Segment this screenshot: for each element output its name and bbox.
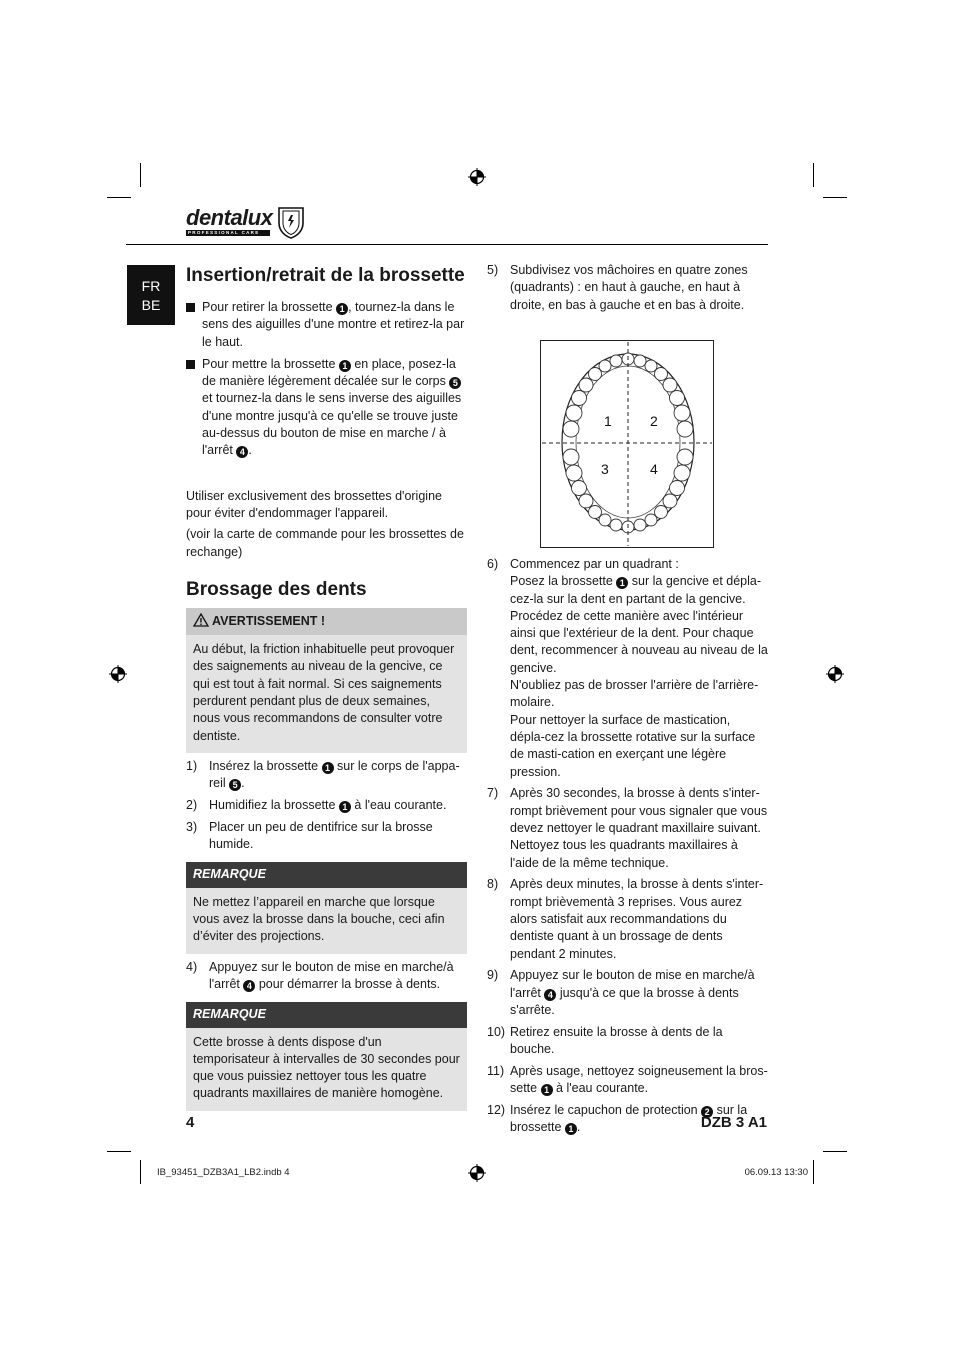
language-fr: FR	[141, 278, 161, 294]
quadrant-label: 4	[650, 461, 658, 477]
step-item: 11) Après usage, nettoyez soigneusement la bros-sette 1 à l'eau courante.	[487, 1063, 768, 1096]
warning-title: AVERTISSEMENT !	[212, 613, 325, 628]
callout-badge: 1	[339, 801, 351, 813]
callout-badge: 4	[236, 446, 248, 458]
step-item: 10) Retirez ensuite la brosse à dents de la bouche.	[487, 1024, 723, 1057]
registration-mark-icon	[467, 167, 487, 187]
step-item: 6) Commencez par un quadrant : Posez la brossette 1 sur la gencive et dépla-cez-la sur la dent en partant de la gencive. Procédez de cette manière avec l'intérieur ainsi que l'extérieur de la dent. Pour chaque dent, recommencer à nouveau au niveau de la gencive. N'oubliez pas de brosser l'arrière de l'arrière-molaire. Pour nettoyer la surface de mastication, dépla-cez la brossette rotative sur la surface de masti-cation en exerçant une légère pression.	[487, 557, 768, 779]
step-item: 3) Placer un peu de dentifrice sur la brosse humide.	[186, 819, 433, 852]
note-body: Cette brosse à dents dispose d'un temporisateur à intervalles de 30 secondes pour que vous puissiez nettoyer tous les quatre quadrants maxillaires de manière homogène.	[186, 1028, 467, 1111]
jaw-quadrant-diagram	[540, 340, 714, 548]
callout-badge: 4	[544, 989, 556, 1001]
step-item: 7) Après 30 secondes, la brosse à dents s'inter-rompt brièvement pour vous signaler que vous devez nettoyer le quadrant maxillaire suivant. Nettoyez tous les quadrants maxillaires à l'aide de la même technique.	[487, 786, 768, 870]
callout-badge: 1	[336, 303, 348, 315]
crop-mark	[107, 1151, 131, 1152]
section-title-brushing: Brossage des dents	[186, 578, 367, 600]
callout-badge: 5	[449, 377, 461, 389]
date-slug: 06.09.13 13:30	[744, 1167, 808, 1178]
callout-badge: 5	[229, 779, 241, 791]
warning-triangle-icon	[193, 613, 209, 627]
step-item: 9) Appuyez sur le bouton de mise en marche/à l'arrêt 4 jusqu'à ce que la brosse à dents s'arrête.	[487, 968, 755, 1017]
section-title-insertion: Insertion/retrait de la brossette	[186, 265, 465, 286]
step-item: 4) Appuyez sur le bouton de mise en marche/à l'arrêt 4 pour démarrer la brosse à dents.	[186, 959, 454, 991]
step-item: 12) Insérez le capuchon de protection 2 sur la brossette 1 .	[487, 1102, 748, 1135]
callout-badge: 1	[565, 1123, 577, 1135]
callout-badge: 4	[243, 980, 255, 992]
header-rule	[126, 244, 768, 245]
paragraph-spare-brushes: (voir la carte de commande pour les brossettes de rechange)	[186, 527, 464, 559]
language-tab	[127, 265, 175, 325]
note-body: Ne mettez l’appareil en marche que lorsque vous avez la brosse dans la bouche, ceci afin d’éviter des projections.	[186, 888, 467, 954]
crop-mark	[823, 197, 847, 198]
step-item: 1) Insérez la brossette 1 sur le corps de l'appa-reil 5 .	[186, 758, 460, 791]
file-slug: IB_93451_DZB3A1_LB2.indb 4	[157, 1167, 290, 1178]
note-header: REMARQUE	[186, 1002, 467, 1027]
crop-mark	[823, 1151, 847, 1152]
warning-header	[186, 608, 467, 635]
brand-logo	[186, 207, 272, 236]
paragraph-original-brushes: Utiliser exclusivement des brossettes d'origine pour éviter d'endommager l'appareil.	[186, 488, 442, 520]
callout-badge: 2	[701, 1106, 713, 1118]
crop-mark	[140, 163, 141, 187]
bullet-square-icon	[186, 360, 195, 369]
note-box	[186, 1002, 467, 1110]
callout-badge: 1	[616, 577, 628, 589]
bullet-item: Pour mettre la brossette 1 en place, posez-la de manière légèrement décalée sur le corps 5 et tournez-la dans le sens inverse des aiguilles d'une montre jusqu'à ce qu'elle se trouve juste au-dessus du bouton de mise en marche / à l'arrêt 4 .	[186, 356, 467, 460]
right-column	[487, 262, 768, 318]
callout-badge: 1	[322, 762, 334, 774]
quadrant-label: 2	[650, 413, 658, 429]
bullet-item: Pour retirer la brossette 1 , tournez-la dans le sens des aiguilles d'une montre et retirez-la par le haut.	[186, 299, 467, 351]
crop-mark	[107, 197, 131, 198]
registration-mark-icon	[825, 664, 845, 684]
registration-mark-icon	[467, 1163, 487, 1183]
step-item: 5) Subdivisez vos mâchoires en quatre zones (quadrants) : en haut à gauche, en haut à droite, en bas à gauche et en bas à droite.	[487, 263, 748, 312]
language-be: BE	[141, 297, 161, 313]
left-column	[186, 264, 467, 1111]
crop-mark	[813, 1160, 814, 1184]
note-box	[186, 862, 467, 953]
registration-mark-icon	[108, 664, 128, 684]
callout-badge: 1	[541, 1084, 553, 1096]
warning-body: Au début, la friction inhabituelle peut provoquer des saignements au niveau de la gencive, ce qui est tout à fait normal. Si ces saignements perdurent pendant plus de deux semaines, nous vous recommandons de consulter votre dentiste.	[186, 635, 467, 753]
model-number: DZB 3 A1	[700, 1114, 767, 1131]
crop-mark	[140, 1160, 141, 1184]
callout-badge: 1	[339, 360, 351, 372]
page-number: 4	[186, 1114, 195, 1131]
brand-subtitle: PROFESSIONAL CARE	[186, 230, 270, 236]
quadrant-label: 3	[601, 461, 609, 477]
shield-emblem-icon	[276, 206, 306, 240]
right-column-steps	[487, 556, 768, 1141]
quadrant-label: 1	[604, 413, 612, 429]
note-header: REMARQUE	[186, 862, 467, 887]
crop-mark	[813, 163, 814, 187]
warning-box	[186, 608, 467, 753]
bullet-square-icon	[186, 303, 195, 312]
step-item: 2) Humidifiez la brossette 1 à l'eau courante.	[186, 798, 447, 813]
brand-name: dentalux	[186, 205, 273, 230]
step-item: 8) Après deux minutes, la brosse à dents s'inter-rompt brièvementà 3 reprises. Vous aurez alors satisfait aux recommandations du dentiste quant à un brossage de dents pendant 2 minutes.	[487, 877, 764, 961]
